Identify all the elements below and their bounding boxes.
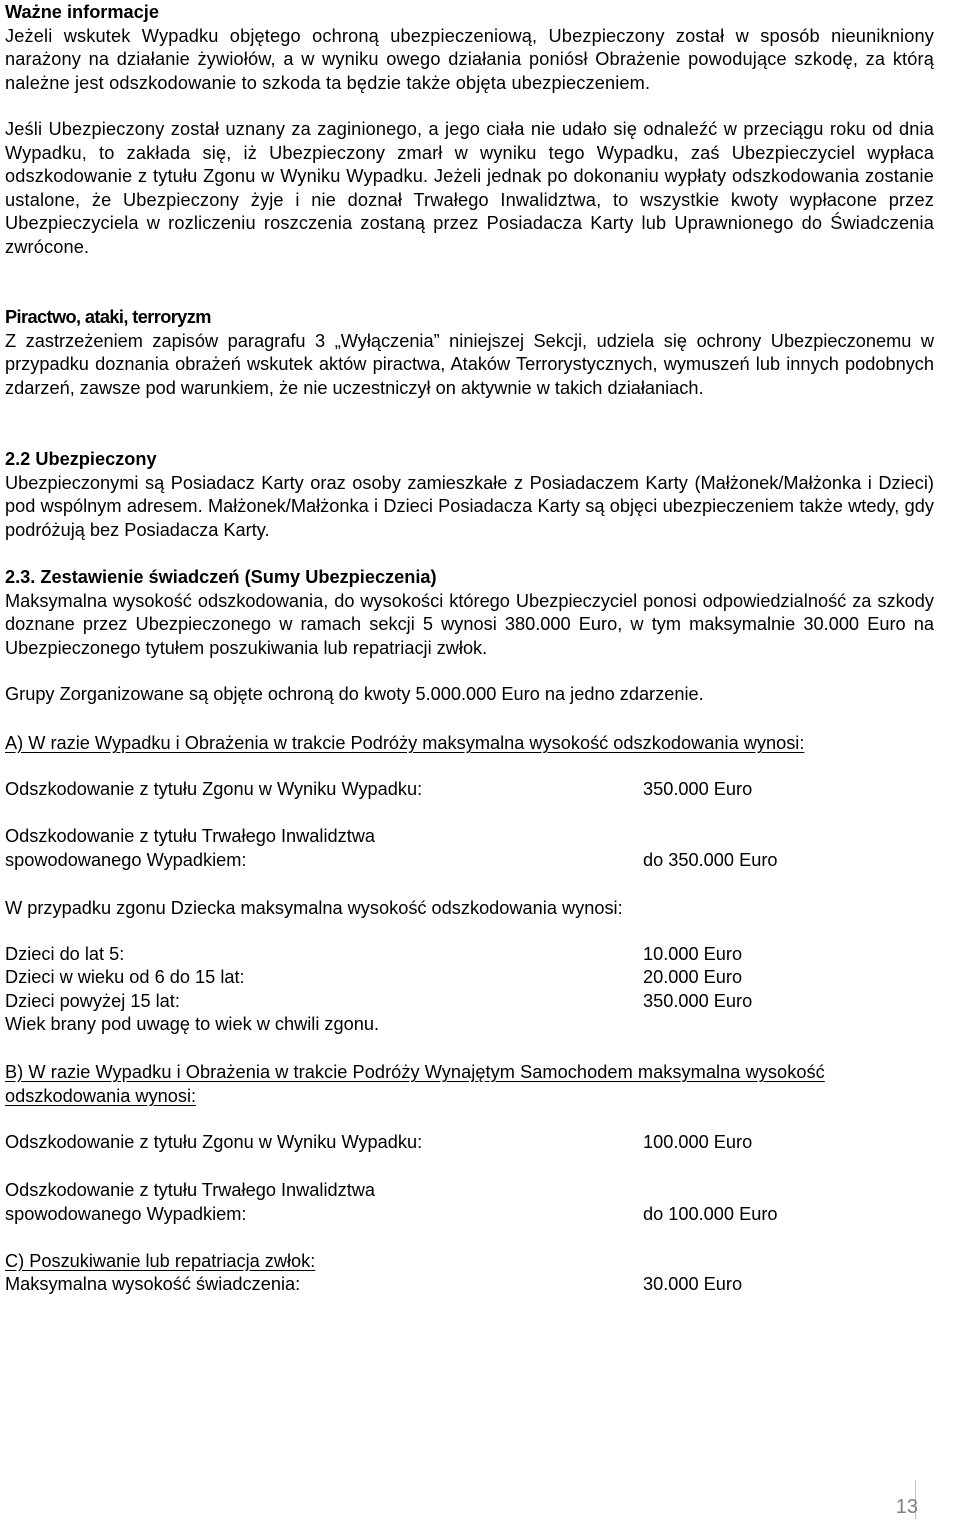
section-c-amount: 30.000 Euro	[643, 1274, 743, 1294]
section-a-disability-label-2: spowodowanego Wypadkiem:	[5, 850, 247, 870]
benefits-summary-section	[5, 566, 934, 660]
insured-section	[5, 448, 934, 542]
child-death-intro: W przypadku zgonu Dziecka maksymalna wysokość odszkodowania wynosi:	[5, 898, 623, 918]
child-benefit-label: Dzieci do lat 5:	[5, 944, 125, 964]
organized-groups-text: Grupy Zorganizowane są objęte ochroną do kwoty 5.000.000 Euro na jedno zdarzenie.	[5, 684, 704, 704]
insured-paragraph: Ubezpieczonymi są Posiadacz Karty oraz osoby zamieszkałe z Posiadaczem Karty (Małżonek/Małżonka i Dzieci) pod wspólnym adresem. Małżonek/Małżonka i Dzieci Posiadacza Karty są objęci ubezpieczeniem także wtedy, gdy podróżują bez Posiadacza Karty.	[5, 472, 934, 540]
child-benefit-label: Dzieci powyżej 15 lat:	[5, 991, 180, 1011]
child-benefit-amount: 350.000 Euro	[643, 991, 753, 1011]
child-benefit-amount: 10.000 Euro	[643, 944, 743, 964]
piracy-paragraph: Z zastrzeżeniem zapisów paragrafu 3 „Wyłączenia” niniejszej Sekcji, udziela się ochrony Ubezpieczonemu w przypadku doznania obrażeń wskutek aktów piractwa, Ataków Terrorystycznych, wymuszeń lub innych podobnych zdarzeń, zawsze pod warunkiem, że nie uczestniczył on aktywnie w takich działaniach.	[5, 330, 934, 398]
insured-heading: 2.2 Ubezpieczony	[5, 449, 157, 469]
section-b-death-amount: 100.000 Euro	[643, 1132, 753, 1152]
important-info-paragraph-2: Jeśli Ubezpieczony został uznany za zaginionego, a jego ciała nie udało się odnaleźć w przeciągu roku od dnia Wypadku, to zakłada się, iż Ubezpieczony zmarł w wyniku tego Wypadku, zaś Ubezpieczyciel wypłaca odszkodowanie z tytułu Zgonu w Wyniku Wypadku. Jeżeli jednak po dokonaniu wypłaty odszkodowania zostanie ustalone, że Ubezpieczony żyje i nie doznał Trwałego Inwalidztwa, to wszystkie kwoty wypłacone przez Ubezpieczyciela w rozliczeniu roszczenia zostaną przez Posiadacza Karty lub Uprawnionego do Świadczenia zwrócone.	[5, 119, 934, 257]
important-info-heading: Ważne informacje	[5, 2, 159, 22]
benefits-summary-paragraph: Maksymalna wysokość odszkodowania, do wysokości którego Ubezpieczyciel ponosi odpowiedzialność za szkody doznane przez Ubezpieczonego w ramach sekcji 5 wynosi 380.000 Euro, w tym maksymalnie 30.000 Euro na Ubezpieczonego tytułem poszukiwania lub repatriacji zwłok.	[5, 590, 934, 658]
section-a-disability-label-1: Odszkodowanie z tytułu Trwałego Inwalidztwa	[5, 826, 375, 846]
child-benefit-amount: 20.000 Euro	[643, 967, 743, 987]
page-number: 13	[895, 1496, 918, 1518]
section-a-death-label: Odszkodowanie z tytułu Zgonu w Wyniku Wypadku:	[5, 779, 423, 799]
important-info-paragraph-1: Jeżeli wskutek Wypadku objętego ochroną ubezpieczeniową, Ubezpieczony został w sposób nieunikniony narażony na działanie żywiołów, a w wyniku owego działania poniósł Obrażenie powodujące szkodę, za którą należne jest odszkodowanie to szkoda ta będzie także objęta ubezpieczeniem.	[5, 25, 934, 93]
piracy-heading: Piractwo, ataki, terroryzm	[5, 307, 211, 327]
child-benefit-label: Dzieci w wieku od 6 do 15 lat:	[5, 967, 245, 987]
piracy-section	[5, 306, 934, 400]
section-b-heading-line-2: odszkodowania wynosi:	[5, 1086, 197, 1106]
section-b-heading-line-1: B) W razie Wypadku i Obrażenia w trakcie Podróży Wynajętym Samochodem maksymalna wysokość	[5, 1062, 825, 1082]
section-a-heading: A) W razie Wypadku i Obrażenia w trakcie Podróży maksymalna wysokość odszkodowania wynosi:	[5, 733, 805, 753]
section-c-heading: C) Poszukiwanie lub repatriacja zwłok:	[5, 1251, 316, 1271]
section-b-death-label: Odszkodowanie z tytułu Zgonu w Wyniku Wypadku:	[5, 1132, 423, 1152]
section-a-disability-amount: do 350.000 Euro	[643, 850, 778, 870]
section-b-disability-amount: do 100.000 Euro	[643, 1204, 778, 1224]
age-note: Wiek brany pod uwagę to wiek w chwili zgonu.	[5, 1014, 380, 1034]
section-b-disability-label-1: Odszkodowanie z tytułu Trwałego Inwalidztwa	[5, 1180, 375, 1200]
section-a-death-amount: 350.000 Euro	[643, 779, 753, 799]
important-info-section	[5, 1, 934, 259]
section-c-label: Maksymalna wysokość świadczenia:	[5, 1274, 301, 1294]
section-b-disability-label-2: spowodowanego Wypadkiem:	[5, 1204, 247, 1224]
benefits-summary-heading: 2.3. Zestawienie świadczeń (Sumy Ubezpieczenia)	[5, 567, 437, 587]
